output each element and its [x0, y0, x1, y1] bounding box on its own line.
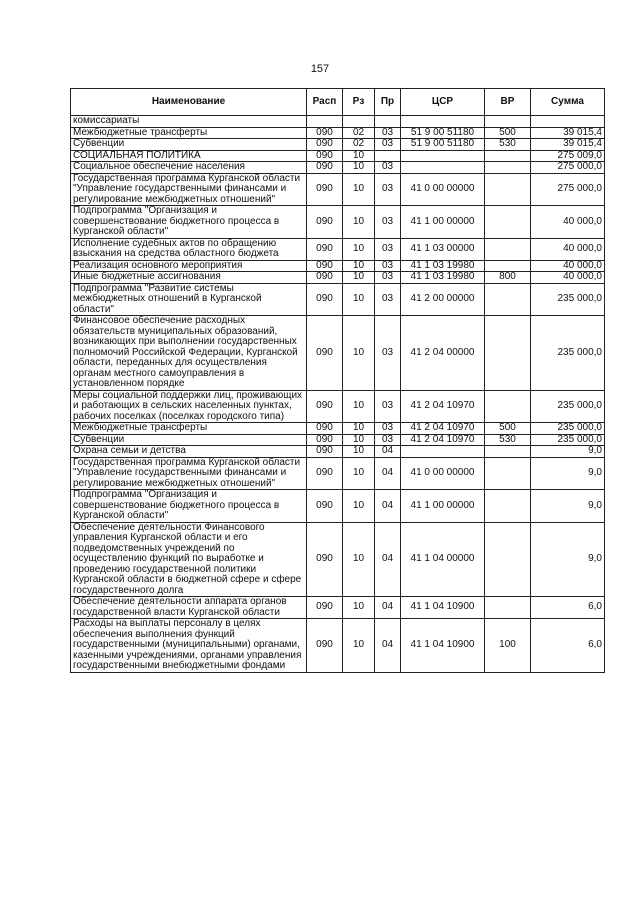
cell-vr — [485, 238, 531, 260]
table-row — [71, 283, 605, 316]
cell-rz: 10 — [343, 272, 375, 284]
cell-name: Субвенции — [71, 139, 307, 151]
cell-vr — [485, 260, 531, 272]
cell-sum: 275 000,0 — [531, 162, 605, 174]
table-row — [71, 139, 605, 151]
cell-name: Подпрограмма "Организация и совершенствование бюджетного процесса в Курганской области" — [71, 206, 307, 239]
cell-csr: 41 2 04 10970 — [401, 390, 485, 423]
cell-rasp: 090 — [307, 316, 343, 391]
cell-name: Субвенции — [71, 434, 307, 446]
cell-sum — [531, 116, 605, 128]
budget-table — [70, 88, 605, 673]
cell-rasp: 090 — [307, 423, 343, 435]
cell-rz: 10 — [343, 457, 375, 490]
cell-rasp: 090 — [307, 150, 343, 162]
cell-rz: 02 — [343, 139, 375, 151]
table-row — [71, 457, 605, 490]
cell-rasp: 090 — [307, 522, 343, 597]
cell-pr: 03 — [375, 283, 401, 316]
cell-pr — [375, 116, 401, 128]
cell-csr: 41 0 00 00000 — [401, 173, 485, 206]
cell-name: Охрана семьи и детства — [71, 446, 307, 458]
header-rasp: Расп — [307, 89, 343, 116]
cell-sum: 235 000,0 — [531, 434, 605, 446]
cell-sum: 275 009,0 — [531, 150, 605, 162]
cell-name: Подпрограмма "Развитие системы межбюджетных отношений в Курганской области" — [71, 283, 307, 316]
cell-rasp: 090 — [307, 446, 343, 458]
cell-rz: 10 — [343, 490, 375, 523]
cell-rz — [343, 116, 375, 128]
cell-vr: 100 — [485, 619, 531, 673]
cell-pr: 03 — [375, 434, 401, 446]
cell-name: Финансовое обеспечение расходных обязательств муниципальных образований, возникающих при выполнении государственных полномочий Российской Федерации, Курганской области, переданных для осуществления органам местного самоуправления в установленном порядке — [71, 316, 307, 391]
cell-pr: 03 — [375, 127, 401, 139]
cell-vr — [485, 206, 531, 239]
header-name: Наименование — [71, 89, 307, 116]
cell-csr: 41 1 04 00000 — [401, 522, 485, 597]
cell-sum: 40 000,0 — [531, 260, 605, 272]
table-row — [71, 597, 605, 619]
cell-pr: 03 — [375, 260, 401, 272]
cell-csr: 41 2 00 00000 — [401, 283, 485, 316]
cell-vr — [485, 173, 531, 206]
cell-rz: 10 — [343, 162, 375, 174]
cell-vr: 800 — [485, 272, 531, 284]
cell-rz: 10 — [343, 446, 375, 458]
cell-rasp: 090 — [307, 238, 343, 260]
cell-rasp: 090 — [307, 127, 343, 139]
cell-csr: 41 1 00 00000 — [401, 206, 485, 239]
cell-vr — [485, 490, 531, 523]
table-row — [71, 272, 605, 284]
header-vr: ВР — [485, 89, 531, 116]
cell-vr — [485, 522, 531, 597]
cell-vr — [485, 597, 531, 619]
cell-rasp: 090 — [307, 490, 343, 523]
table-row — [71, 619, 605, 673]
cell-rz: 10 — [343, 423, 375, 435]
cell-pr: 03 — [375, 173, 401, 206]
cell-vr — [485, 283, 531, 316]
cell-rz: 02 — [343, 127, 375, 139]
header-csr: ЦСР — [401, 89, 485, 116]
cell-rasp: 090 — [307, 390, 343, 423]
table-row — [71, 206, 605, 239]
cell-name: Межбюджетные трансферты — [71, 423, 307, 435]
cell-rasp: 090 — [307, 162, 343, 174]
cell-name: Социальное обеспечение населения — [71, 162, 307, 174]
cell-rasp: 090 — [307, 139, 343, 151]
cell-vr: 500 — [485, 423, 531, 435]
table-row — [71, 434, 605, 446]
cell-rz: 10 — [343, 206, 375, 239]
cell-name: Расходы на выплаты персоналу в целях обеспечения выполнения функций государственными (муниципальными) органами, казенными учреждениями, органами управления государственными внебюджетными фондами — [71, 619, 307, 673]
cell-sum: 40 000,0 — [531, 206, 605, 239]
header-sum: Сумма — [531, 89, 605, 116]
cell-rasp: 090 — [307, 283, 343, 316]
cell-sum: 6,0 — [531, 597, 605, 619]
cell-csr: 41 1 03 19980 — [401, 272, 485, 284]
cell-csr — [401, 116, 485, 128]
cell-pr — [375, 150, 401, 162]
cell-name: Меры социальной поддержки лиц, проживающих и работающих в сельских населенных пунктах, рабочих поселках (поселках городского типа) — [71, 390, 307, 423]
cell-name: Реализация основного мероприятия — [71, 260, 307, 272]
cell-vr — [485, 150, 531, 162]
cell-pr: 04 — [375, 619, 401, 673]
table-row — [71, 238, 605, 260]
cell-vr — [485, 162, 531, 174]
cell-csr: 41 2 04 10970 — [401, 423, 485, 435]
cell-csr: 41 1 03 00000 — [401, 238, 485, 260]
cell-csr: 41 1 04 10900 — [401, 597, 485, 619]
cell-vr — [485, 446, 531, 458]
cell-pr: 03 — [375, 238, 401, 260]
cell-vr: 530 — [485, 139, 531, 151]
cell-csr: 41 2 04 00000 — [401, 316, 485, 391]
cell-rasp: 090 — [307, 619, 343, 673]
table-row — [71, 390, 605, 423]
cell-name: Исполнение судебных актов по обращению взыскания на средства областного бюджета — [71, 238, 307, 260]
cell-csr: 41 1 04 10900 — [401, 619, 485, 673]
cell-csr: 41 1 03 19980 — [401, 260, 485, 272]
cell-name: Обеспечение деятельности Финансового управления Курганской области и его подведомственных учреждений по осуществлению функций по выработке и проведению государственной политики Курганской области в бюджетной сфере и сфере государственного долга — [71, 522, 307, 597]
cell-pr: 03 — [375, 162, 401, 174]
table-row — [71, 150, 605, 162]
cell-pr: 03 — [375, 206, 401, 239]
cell-sum: 39 015,4 — [531, 127, 605, 139]
cell-vr: 530 — [485, 434, 531, 446]
cell-rasp: 090 — [307, 206, 343, 239]
cell-rz: 10 — [343, 316, 375, 391]
cell-rz: 10 — [343, 597, 375, 619]
cell-rz: 10 — [343, 283, 375, 316]
cell-pr: 03 — [375, 316, 401, 391]
cell-csr: 41 0 00 00000 — [401, 457, 485, 490]
cell-csr — [401, 446, 485, 458]
cell-pr: 04 — [375, 446, 401, 458]
cell-name: СОЦИАЛЬНАЯ ПОЛИТИКА — [71, 150, 307, 162]
cell-rz: 10 — [343, 173, 375, 206]
cell-rasp: 090 — [307, 272, 343, 284]
cell-vr — [485, 316, 531, 391]
cell-sum: 9,0 — [531, 490, 605, 523]
cell-name: Обеспечение деятельности аппарата органов государственной власти Курганской области — [71, 597, 307, 619]
cell-sum: 235 000,0 — [531, 390, 605, 423]
cell-csr — [401, 150, 485, 162]
cell-sum: 40 000,0 — [531, 238, 605, 260]
cell-vr — [485, 457, 531, 490]
table-row — [71, 116, 605, 128]
cell-rasp: 090 — [307, 434, 343, 446]
cell-vr — [485, 116, 531, 128]
cell-rasp: 090 — [307, 173, 343, 206]
cell-name: Государственная программа Курганской области "Управление государственными финансами и регулирование межбюджетных отношений" — [71, 173, 307, 206]
cell-sum: 275 000,0 — [531, 173, 605, 206]
header-pr: Пр — [375, 89, 401, 116]
cell-pr: 03 — [375, 423, 401, 435]
cell-pr: 04 — [375, 457, 401, 490]
cell-rz: 10 — [343, 619, 375, 673]
cell-sum: 9,0 — [531, 446, 605, 458]
cell-vr: 500 — [485, 127, 531, 139]
cell-rasp: 090 — [307, 597, 343, 619]
cell-rz: 10 — [343, 522, 375, 597]
table-row — [71, 260, 605, 272]
cell-name: Подпрограмма "Организация и совершенствование бюджетного процесса в Курганской области" — [71, 490, 307, 523]
cell-csr: 51 9 00 51180 — [401, 127, 485, 139]
table-row — [71, 127, 605, 139]
table-row — [71, 162, 605, 174]
table-row — [71, 173, 605, 206]
cell-rz: 10 — [343, 260, 375, 272]
cell-pr: 04 — [375, 522, 401, 597]
cell-pr: 04 — [375, 597, 401, 619]
cell-rz: 10 — [343, 238, 375, 260]
cell-sum: 235 000,0 — [531, 423, 605, 435]
budget-table-body — [71, 116, 605, 673]
cell-sum: 9,0 — [531, 522, 605, 597]
header-rz: Рз — [343, 89, 375, 116]
cell-vr — [485, 390, 531, 423]
table-row — [71, 490, 605, 523]
cell-csr: 41 2 04 10970 — [401, 434, 485, 446]
cell-rasp: 090 — [307, 260, 343, 272]
table-row — [71, 522, 605, 597]
cell-sum: 235 000,0 — [531, 283, 605, 316]
page-number: 157 — [310, 63, 330, 75]
table-row — [71, 316, 605, 391]
cell-rasp: 090 — [307, 457, 343, 490]
cell-rz: 10 — [343, 150, 375, 162]
cell-pr: 04 — [375, 490, 401, 523]
cell-sum: 6,0 — [531, 619, 605, 673]
cell-rz: 10 — [343, 390, 375, 423]
cell-name: Государственная программа Курганской области "Управление государственными финансами и регулирование межбюджетных отношений" — [71, 457, 307, 490]
cell-sum: 235 000,0 — [531, 316, 605, 391]
table-row — [71, 423, 605, 435]
cell-csr: 51 9 00 51180 — [401, 139, 485, 151]
cell-name: комиссариаты — [71, 116, 307, 128]
cell-sum: 9,0 — [531, 457, 605, 490]
cell-rasp — [307, 116, 343, 128]
cell-name: Межбюджетные трансферты — [71, 127, 307, 139]
cell-csr — [401, 162, 485, 174]
cell-pr: 03 — [375, 139, 401, 151]
cell-csr: 41 1 00 00000 — [401, 490, 485, 523]
cell-pr: 03 — [375, 390, 401, 423]
cell-name: Иные бюджетные ассигнования — [71, 272, 307, 284]
cell-sum: 40 000,0 — [531, 272, 605, 284]
cell-pr: 03 — [375, 272, 401, 284]
table-header-row — [71, 89, 605, 116]
cell-sum: 39 015,4 — [531, 139, 605, 151]
table-row — [71, 446, 605, 458]
cell-rz: 10 — [343, 434, 375, 446]
